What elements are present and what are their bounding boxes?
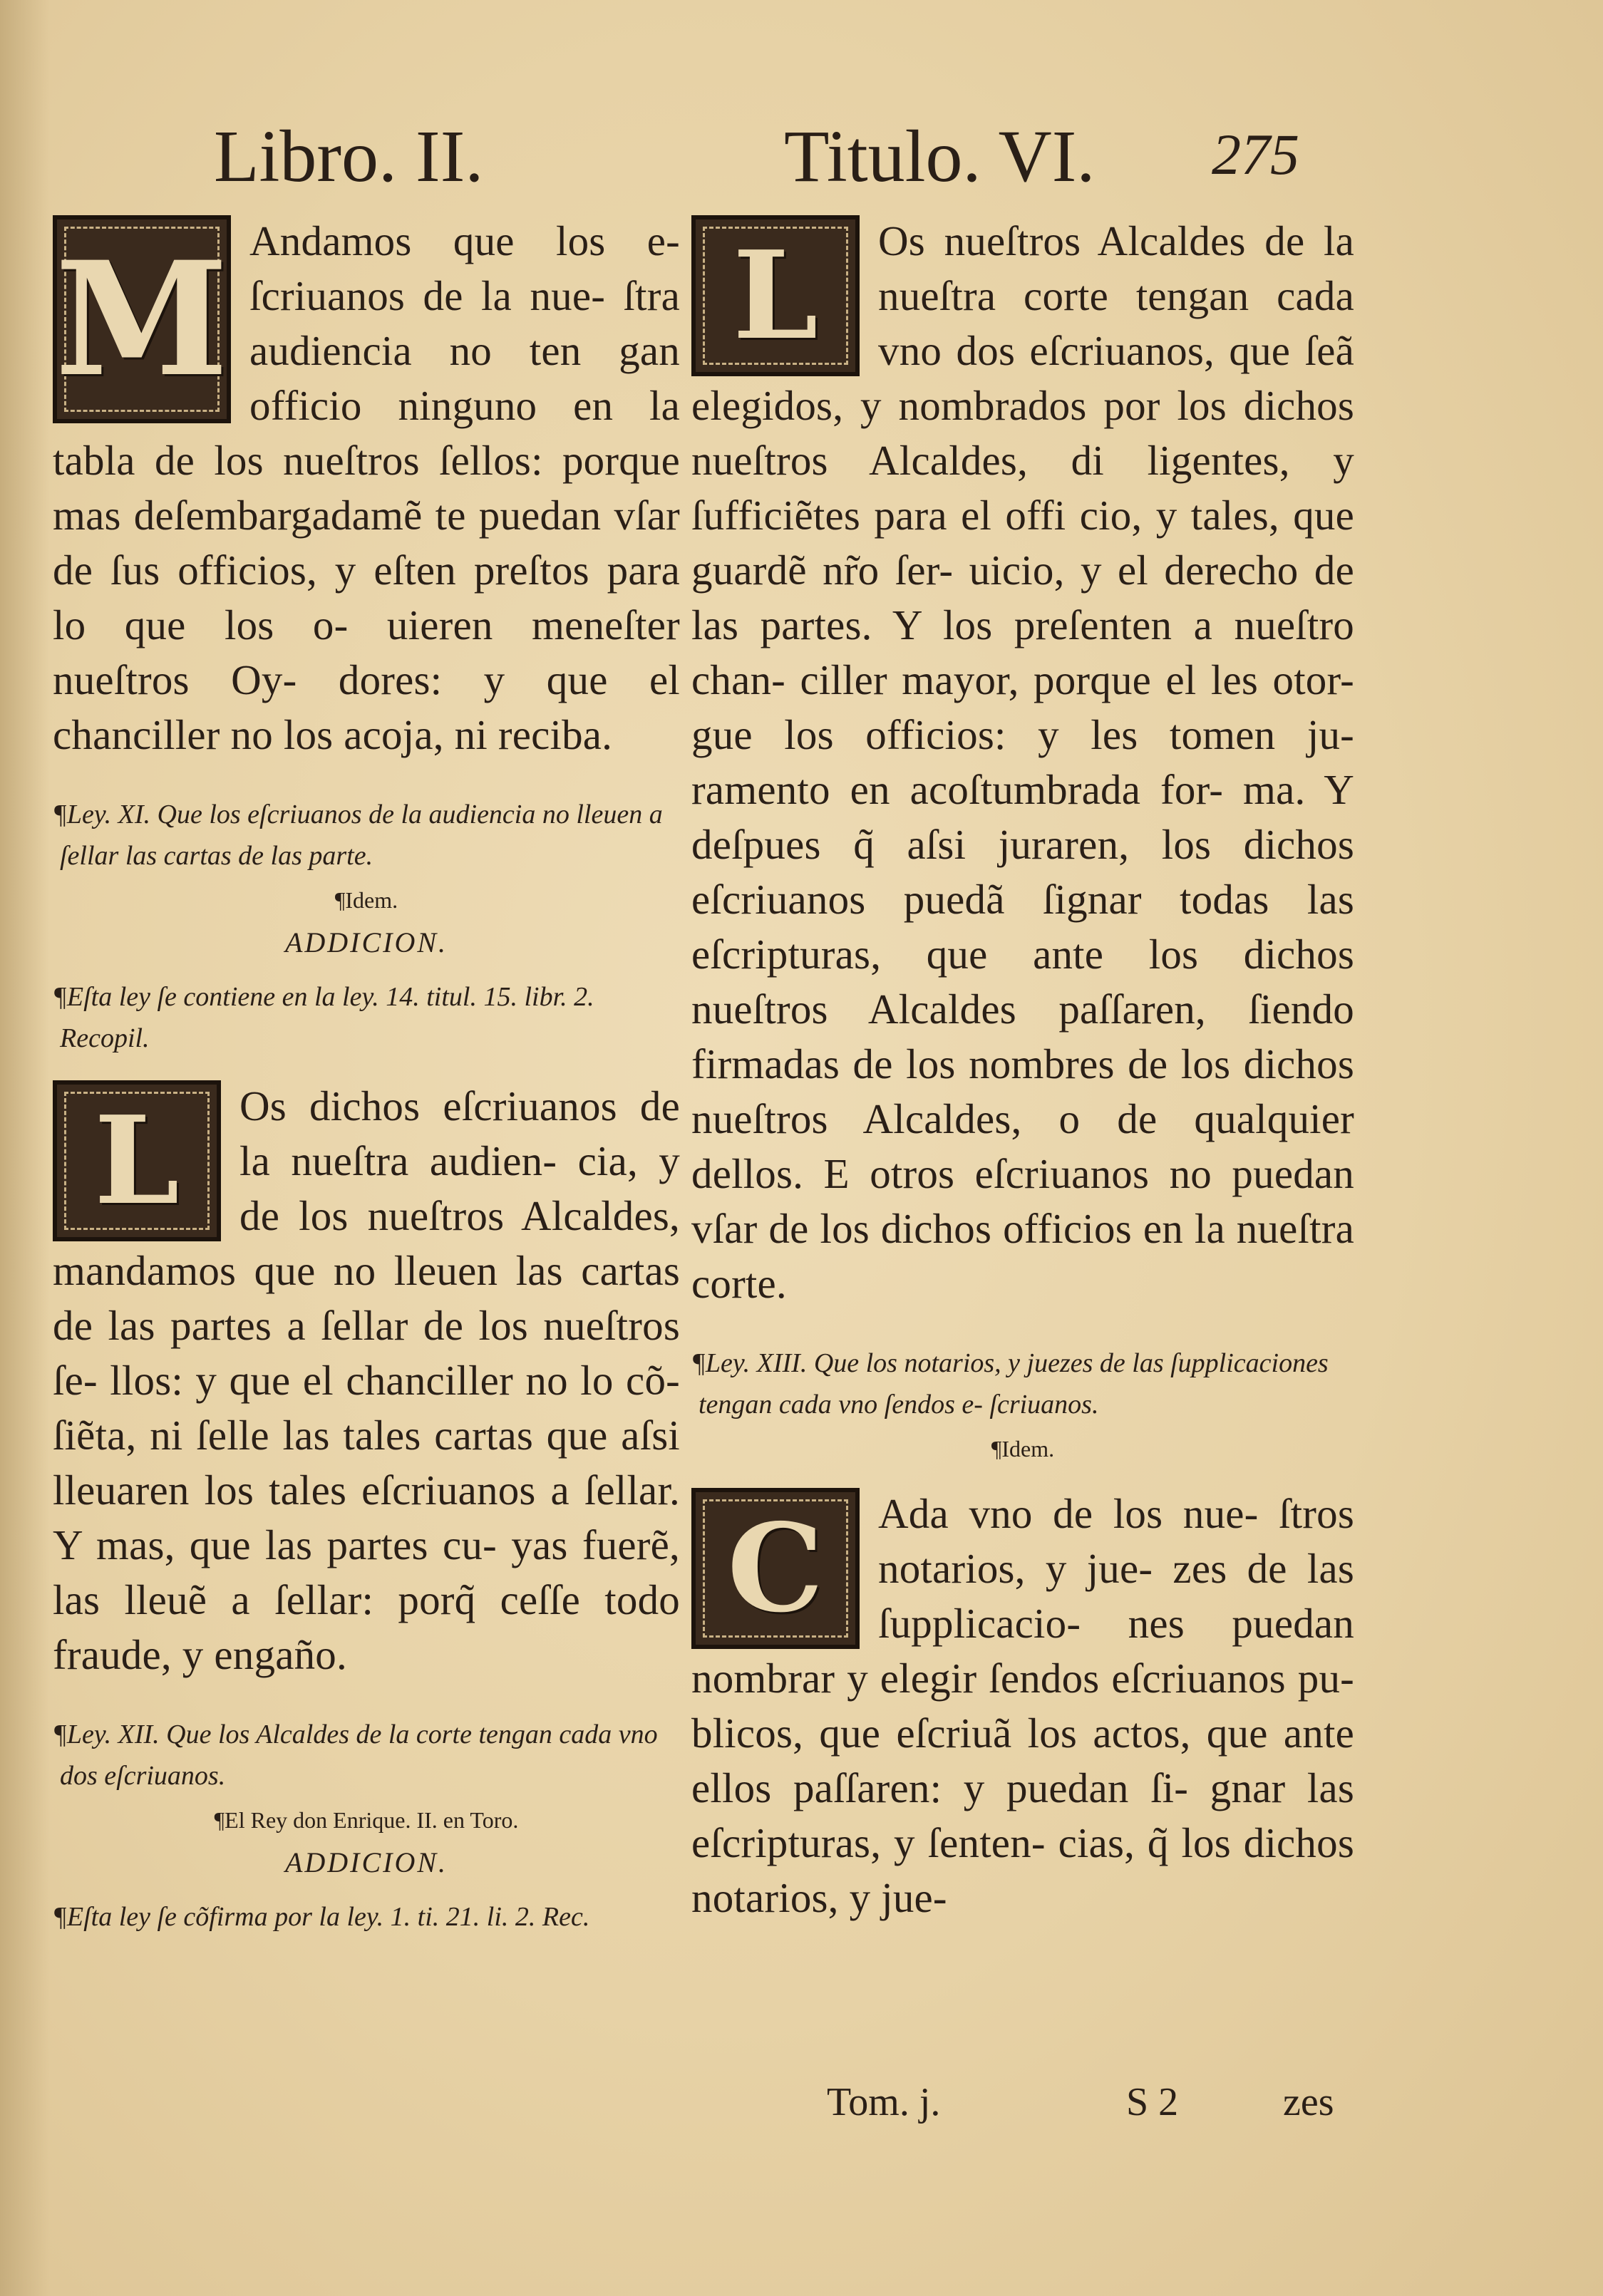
left-column: [53, 214, 680, 1938]
rubric-law-xii: ¶Ley. XII. Que los Alcaldes de la corte tengan cada vno dos eſcriuanos.: [53, 1720, 658, 1791]
book-number: Libro. II.: [214, 115, 484, 197]
source-law-xi: ¶Idem.: [334, 887, 398, 913]
decorated-initial-l: L: [691, 215, 860, 376]
rubric-law-xiii: ¶Ley. XIII. Que los notarios, y juezes de las ſupplicaciones tengan cada vno ſendos e- ſcriuanos.: [691, 1348, 1329, 1420]
decorated-initial-m: M: [53, 215, 231, 423]
catchword: zes: [1283, 2080, 1334, 2124]
addicion-text-xi: ¶Eſta ley ſe contiene en la ley. 14. titul. 15. libr. 2. Recopil.: [53, 982, 594, 1053]
source-law-xiii: ¶Idem.: [991, 1436, 1055, 1462]
source-law-xii: ¶El Rey don Enrique. II. en Toro.: [214, 1807, 519, 1833]
running-head: [0, 114, 1603, 214]
page-gutter-shadow: [0, 0, 50, 2296]
rubric-law-xi: ¶Ley. XI. Que los eſcriuanos de la audiencia no lleuen a ſellar las cartas de las parte.: [53, 800, 663, 871]
law-text-1: M Andamos que los e- ſcriuanos de la nue- ſtra audiencia no ten gan officio ninguno en la tabla de los nueſtros ſellos: porque mas deſembargadamẽ te puedan vſar de ſus officios, y eſten preſtos para lo que los o- uieren meneſter nueſtros Oy- dores: y que el chanciller no los acoja, ni reciba.: [53, 214, 680, 762]
addicion-heading-xi: ADDICION.: [284, 926, 448, 958]
addicion-text-xii: ¶Eſta ley ſe cõfirma por la ley. 1. ti. 21. li. 2. Rec.: [53, 1902, 590, 1932]
law-text-4: C Ada vno de los nue- ſtros notarios, y jue- zes de las ſupplicacio- nes puedan nombrar y elegir ſendos eſcriuanos pu- blicos, que eſcriuã los actos, que ante ellos paſſaren: y puedan ſi- gnar las eſcripturas, y ſenten- cias, q̃ los dichos notarios, y jue-: [691, 1486, 1354, 1925]
page-footer: [827, 2079, 1369, 2136]
volume-mark: Tom. j.: [827, 2080, 941, 2124]
page-number: 275: [1212, 122, 1299, 187]
decorated-initial-c: C: [691, 1488, 860, 1649]
title-number: Titulo. VI.: [784, 115, 1096, 197]
law-text-3: L Os nueſtros Alcaldes de la nueſtra corte tengan cada vno dos eſcriuanos, que ſeã elegidos, y nombrados por los dichos nueſtros Alcaldes, di ligentes, y ſufficiẽtes para el offi cio, y tales, que guardẽ nr̃o ſer- uicio, y el derecho de las partes. Y los preſenten a nueſtro chan- ciller mayor, porque el les otor- gue los officios: y les tomen ju- ramento en acoſtumbrada for- ma. Y deſpues q̃ aſsi juraren, los dichos eſcriuanos puedã ſignar todas las eſcripturas, que ante los dichos nueſtros Alcaldes paſſaren, ſiendo firmadas de los nombres de los dichos nueſtros Alcaldes, o de qualquier dellos. E otros eſcriuanos no puedan vſar de los dichos officios en la nueſtra corte.: [691, 214, 1354, 1311]
law-text-2: L Os dichos eſcriuanos de la nueſtra audien- cia, y de los nueſtros Alcaldes, mandamos que no lleuen las cartas de las partes a ſellar de los nueſtros ſe- llos: y que el chanciller no lo cõ- ſiẽta, ni ſelle las tales cartas que aſsi lleuaren los tales eſcriuanos a ſellar. Y mas, que las partes cu- yas fuerẽ, las lleuẽ a ſellar: porq̃ ceſſe todo fraude, y engaño.: [53, 1079, 680, 1682]
right-column: [691, 214, 1354, 1925]
decorated-initial-l: L: [53, 1080, 221, 1241]
addicion-heading-xii: ADDICION.: [284, 1846, 448, 1878]
signature-mark: S 2: [1126, 2080, 1179, 2124]
